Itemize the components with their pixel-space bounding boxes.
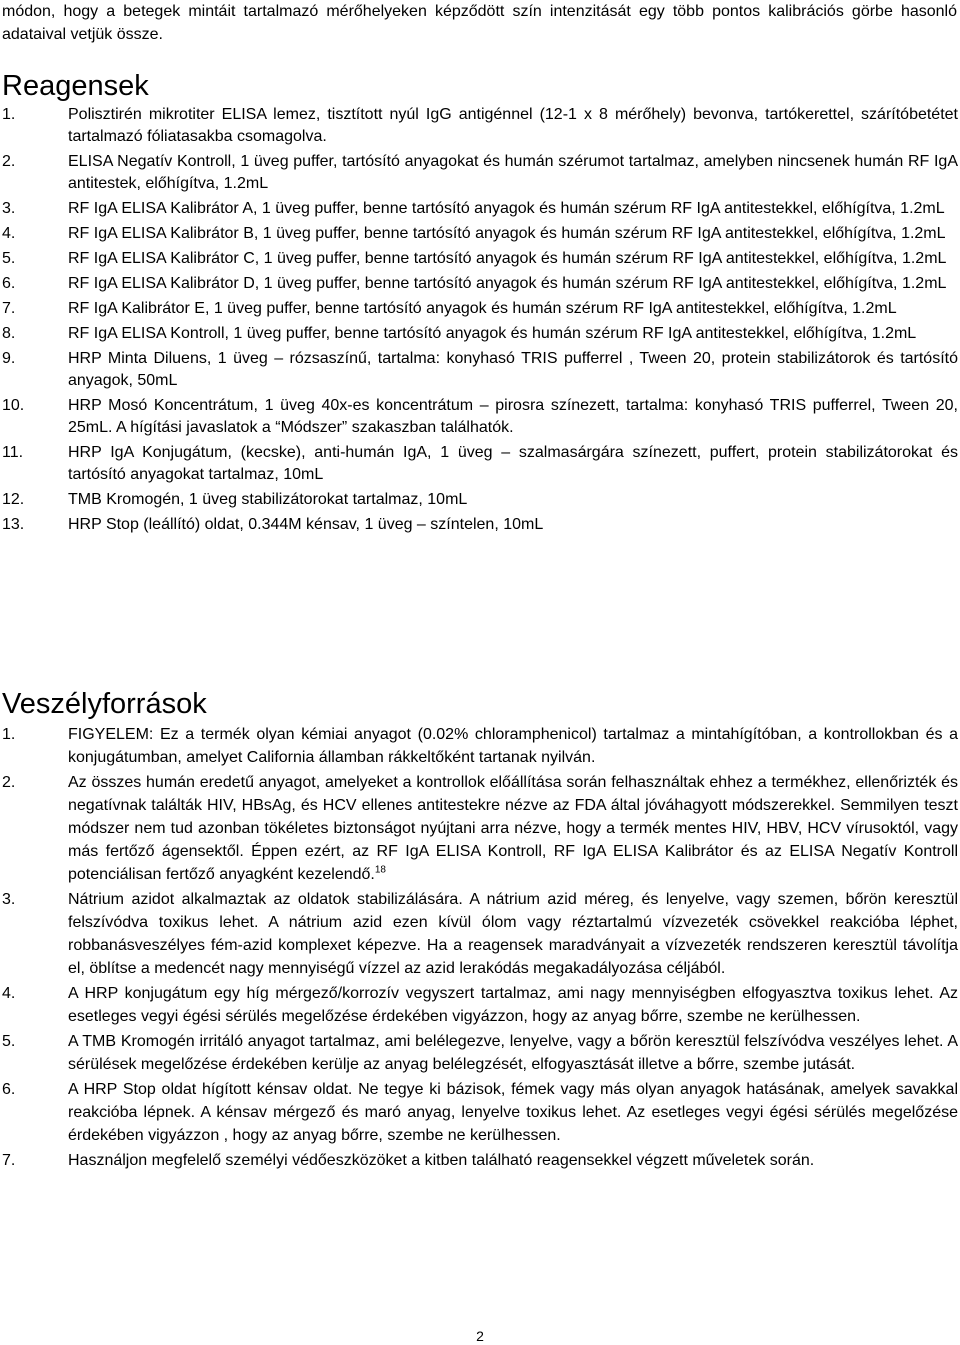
reagent-item: [0, 395, 958, 439]
list-item-text: Nátrium azidot alkalmaztak az oldatok stabilizálására. A nátrium azid méreg, és lenyelve, vagy szemen, bőrön keresztül felszívódva toxikus lehet. A nátrium azid ezen kívül ólom vagy réztartalmú vízvezeték csövekkel reakcióba léphet, robbanásveszélyes fém-azid komplexet képezve. Ha a reagensek maradványait a vízvezeték rendszeren keresztül távolítja el, öblítse a medencét nagy mennyiségű vízzel az azid lerakódás megakadályozása céljából.: [68, 891, 958, 977]
list-item-text: HRP Stop (leállító) oldat, 0.344M kénsav, 1 üveg – színtelen, 10mL: [68, 516, 544, 533]
reagent-item: [0, 514, 958, 536]
list-item-number: 2.: [2, 774, 16, 791]
list-item-number: 5.: [2, 250, 16, 267]
list-item-text: RF IgA ELISA Kalibrátor C, 1 üveg puffer, benne tartósító anyagok és humán szérum RF IgA antitestekkel, előhígítva, 1.2mL: [68, 250, 947, 267]
list-item-text: ELISA Negatív Kontroll, 1 üveg puffer, tartósító anyagokat és humán szérumot tartalmaz, amelyben nincsenek humán RF IgA antitestek, előhígítva, 1.2mL: [68, 153, 958, 192]
list-item-text: A HRP Stop oldat hígított kénsav oldat. Ne tegye ki bázisok, fémek vagy más olyan anyagok hatásának, amelyek savakkal reakcióba lépnek. A kénsav mérgező és maró anyag, lenyelve toxikus lehet. Az esetleges vegyi égési sérülés megelőzése érdekében vigyázzon , hogy az anyag bőrre, szembe ne kerülhessen.: [68, 1081, 958, 1144]
list-item-text: RF IgA Kalibrátor E, 1 üveg puffer, benne tartósító anyagok és humán szérum RF IgA antitestekkel, előhígítva, 1.2mL: [68, 300, 897, 317]
list-item-number: 6.: [2, 275, 16, 292]
list-item-number: 3.: [2, 891, 16, 908]
list-item-text: RF IgA ELISA Kalibrátor D, 1 üveg puffer, benne tartósító anyagok és humán szérum RF IgA antitestekkel, előhígítva, 1.2mL: [68, 275, 947, 292]
list-item-text: RF IgA ELISA Kalibrátor B, 1 üveg puffer, benne tartósító anyagok és humán szérum RF IgA antitestekkel, előhígítva, 1.2mL: [68, 225, 946, 242]
footnote-reference: 18: [374, 864, 386, 876]
list-item-text: Használjon megfelelő személyi védőeszközöket a kitben található reagensekkel végzett műveletek során.: [68, 1152, 815, 1169]
list-item-text: A HRP konjugátum egy híg mérgező/korrozív vegyszert tartalmaz, ami nagy mennyiségben elfogyasztva toxikus lehet. Az esetleges vegyi égési sérülés megelőzése érdekében vigyázzon, hogy az anyag bőrre, szembe ne kerülhessen.: [68, 985, 958, 1025]
hazard-item: [0, 1030, 958, 1076]
list-item-text: HRP IgA Konjugátum, (kecske), anti-humán IgA, 1 üveg – szalmasárgára színezett, puffert, protein stabilizátorokat és tartósító anyagokat tartalmaz, 10mL: [68, 444, 958, 483]
reagent-item: [0, 223, 958, 245]
reagents-list: [0, 104, 958, 539]
list-item-number: 1.: [2, 726, 16, 743]
hazard-item: [0, 771, 958, 886]
list-item-number: 3.: [2, 200, 16, 217]
list-item-text: FIGYELEM: Ez a termék olyan kémiai anyagot (0.02% chloramphenicol) tartalmaz a mintahígítóban, a kontrollokban és a konjugátumban, amelyet California államban rákkeltőként tartanak nyilván.: [68, 726, 958, 766]
list-item-text: RF IgA ELISA Kontroll, 1 üveg puffer, benne tartósító anyagok és humán szérum RF IgA antitestekkel, előhígítva, 1.2mL: [68, 325, 917, 342]
list-item-number: 6.: [2, 1081, 16, 1098]
list-item-text: HRP Mosó Koncentrátum, 1 üveg 40x-es koncentrátum – pirosra színezett, tartalma: konyhasó TRIS pufferrel, Tween 20, 25mL. A hígítási javaslatok a “Módszer” szakaszban találhatók.: [68, 397, 958, 436]
reagent-item: [0, 248, 958, 270]
reagent-item: [0, 323, 958, 345]
list-item-number: 7.: [2, 1152, 16, 1169]
intro-paragraph: módon, hogy a betegek mintáit tartalmazó mérőhelyeken képződött szín intenzitását egy több pontos kalibrációs görbe hasonló adataival vetjük össze.: [2, 3, 957, 43]
list-item-text: HRP Minta Diluens, 1 üveg – rózsaszínű, tartalma: konyhasó TRIS pufferrel , Tween 20, protein stabilizátorok és tartósító anyagok, 50mL: [68, 350, 958, 389]
list-item-number: 9.: [2, 350, 16, 367]
reagent-item: [0, 273, 958, 295]
reagent-item: [0, 198, 958, 220]
list-item-number: 13.: [2, 516, 25, 533]
list-item-number: 4.: [2, 985, 16, 1002]
list-item-text: TMB Kromogén, 1 üveg stabilizátorokat tartalmaz, 10mL: [68, 491, 468, 508]
list-item-text: RF IgA ELISA Kalibrátor A, 1 üveg puffer, benne tartósító anyagok és humán szérum RF IgA antitestekkel, előhígítva, 1.2mL: [68, 200, 945, 217]
list-item-number: 1.: [2, 106, 16, 123]
list-item-number: 2.: [2, 153, 16, 170]
hazard-item: [0, 982, 958, 1028]
list-item-number: 5.: [2, 1033, 16, 1050]
hazard-item: [0, 1078, 958, 1147]
list-item-text: Polisztirén mikrotiter ELISA lemez, tisztított nyúl IgG antigénnel (12-1 x 8 mérőhely) bevonva, tartókerettel, szárítóbetétet tartalmazó fóliatasakba csomagolva.: [68, 106, 958, 145]
reagent-item: [0, 151, 958, 195]
reagent-item: [0, 442, 958, 486]
hazard-item: [0, 888, 958, 980]
list-item-number: 8.: [2, 325, 16, 342]
hazard-item: [0, 1149, 958, 1172]
hazards-heading: Veszélyforrások: [2, 688, 207, 720]
list-item-number: 10.: [2, 397, 25, 414]
reagent-item: [0, 298, 958, 320]
list-item-number: 11.: [2, 444, 24, 461]
list-item-number: 12.: [2, 491, 25, 508]
list-item-text: Az összes humán eredetű anyagot, amelyeket a kontrollok előállítása során felhasználtak ehhez a termékhez, ellenőrizték és negatívnak találták HIV, HBsAg, és HCV ellenes antitestekre nézve az FDA által jóváhagyott módszerekkel. Semmilyen teszt módszer nem tud azonban tökéletes biztonságot nyújtani arra nézve, hogy a termék mentes HIV, HBV, HCV vírusoktól, vagy más fertőző ágensektől. Éppen ezért, az RF IgA ELISA Kontroll, RF IgA ELISA Kalibrátor és az ELISA Negatív Kontroll potenciálisan fertőző anyagként kezelendő.: [68, 774, 958, 883]
list-item-number: 4.: [2, 225, 16, 242]
reagent-item: [0, 489, 958, 511]
reagents-heading: Reagensek: [2, 70, 149, 102]
hazard-item: [0, 723, 958, 769]
reagent-item: [0, 348, 958, 392]
page-number: 2: [476, 1328, 484, 1344]
hazards-list: [0, 723, 958, 1174]
list-item-text: A TMB Kromogén irritáló anyagot tartalmaz, ami belélegezve, lenyelve, vagy a bőrön keresztül felszívódva veszélyes lehet. A sérülések megelőzése érdekében kerülje az anyag belélegzését, elfogyasztását illetve a bőrre, szembe jutását.: [68, 1033, 958, 1073]
reagent-item: [0, 104, 958, 148]
list-item-number: 7.: [2, 300, 16, 317]
